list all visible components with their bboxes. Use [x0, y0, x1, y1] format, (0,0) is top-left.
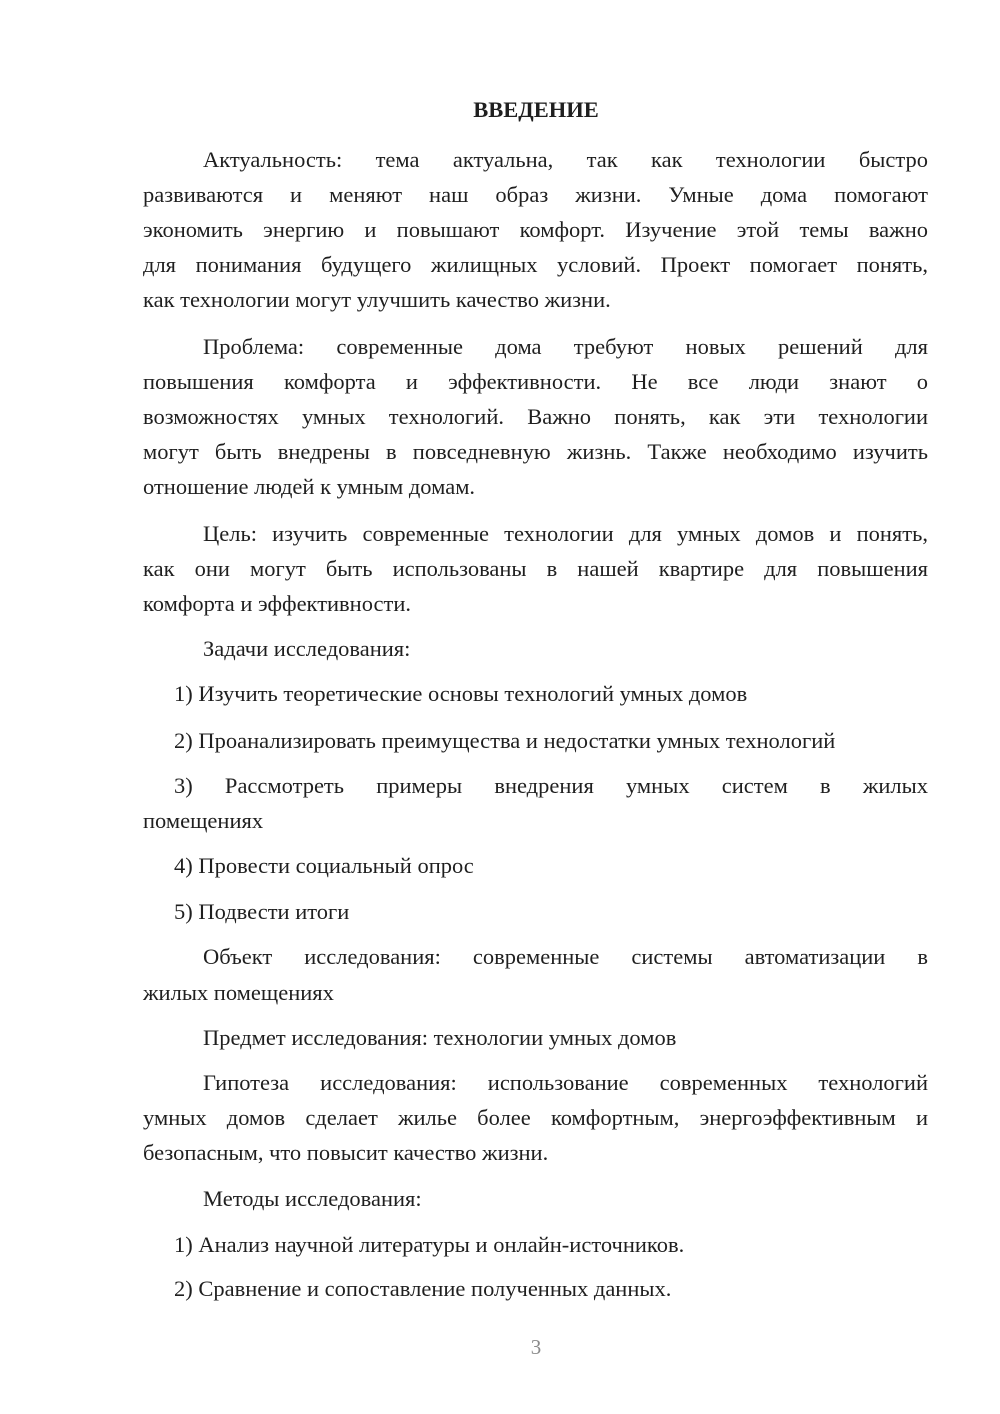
task-item: 5) Подвести итоги [174, 899, 350, 924]
page-title: ВВЕДЕНИЕ [473, 97, 599, 122]
object-line: Объект исследования: современные системы автоматизации в [203, 944, 928, 969]
task-item: 3) Рассмотреть примеры внедрения умных систем в жилых [174, 773, 928, 798]
tasks-heading: Задачи исследования: [203, 636, 411, 661]
task-item: 1) Изучить теоретические основы технологий умных домов [174, 681, 748, 706]
object-line: жилых помещениях [143, 980, 334, 1005]
methods-heading: Методы исследования: [203, 1186, 422, 1211]
hypothesis-line: безопасным, что повысит качество жизни. [143, 1140, 549, 1165]
problem-line: могут быть внедрены в повседневную жизнь. Также необходимо изучить [143, 439, 928, 464]
problem-line: отношение людей к умным домам. [143, 474, 476, 499]
subject-line: Предмет исследования: технологии умных домов [203, 1025, 677, 1050]
method-item: 2) Сравнение и сопоставление полученных данных. [174, 1276, 672, 1301]
task-item-continuation: помещениях [143, 808, 264, 833]
relevance-line: Актуальность: тема актуальна, так как технологии быстро [203, 147, 928, 172]
goal-line: Цель: изучить современные технологии для умных домов и понять, [203, 521, 928, 546]
relevance-line: для понимания будущего жилищных условий. Проект помогает понять, [143, 252, 928, 277]
task-item: 4) Провести социальный опрос [174, 853, 474, 878]
page-number: 3 [530, 1335, 542, 1359]
hypothesis-line: Гипотеза исследования: использование современных технологий [203, 1070, 928, 1095]
problem-line: Проблема: современные дома требуют новых решений для [203, 334, 928, 359]
hypothesis-line: умных домов сделает жилье более комфортным, энергоэффективным и [143, 1105, 928, 1130]
relevance-line: развиваются и меняют наш образ жизни. Умные дома помогают [143, 182, 928, 207]
task-item: 2) Проанализировать преимущества и недостатки умных технологий [174, 728, 836, 753]
problem-line: повышения комфорта и эффективности. Не все люди знают о [143, 369, 928, 394]
goal-line: комфорта и эффективности. [143, 591, 412, 616]
problem-line: возможностях умных технологий. Важно понять, как эти технологии [143, 404, 928, 429]
method-item: 1) Анализ научной литературы и онлайн-источников. [174, 1232, 685, 1257]
relevance-line: экономить энергию и повышают комфорт. Изучение этой темы важно [143, 217, 928, 242]
goal-line: как они могут быть использованы в нашей квартире для повышения [143, 556, 928, 581]
relevance-line: как технологии могут улучшить качество жизни. [143, 287, 611, 312]
